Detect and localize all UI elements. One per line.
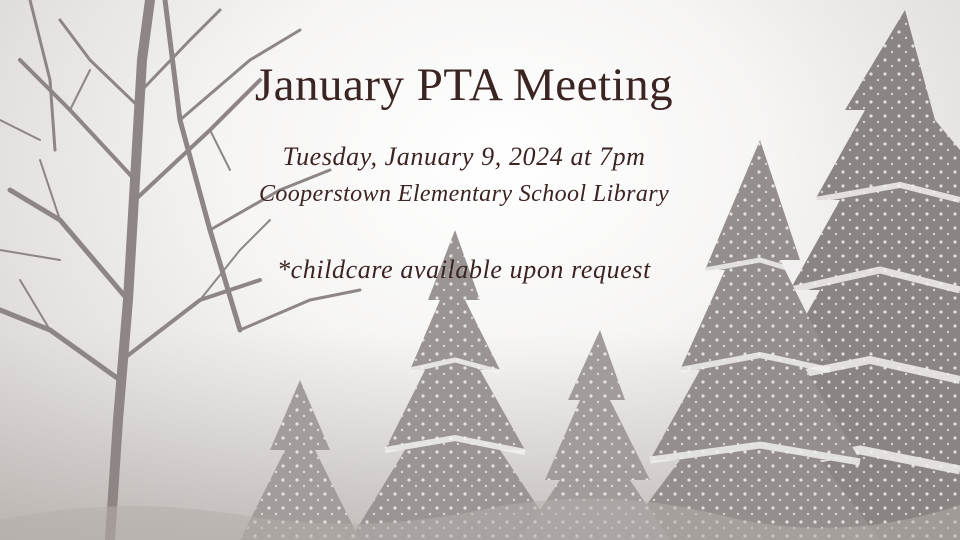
event-location: Cooperstown Elementary School Library [258,181,670,207]
event-title: January PTA Meeting [254,59,674,111]
event-note: *childcare available upon request [277,255,651,284]
event-date-time: Tuesday, January 9, 2024 at 7pm [282,142,646,171]
